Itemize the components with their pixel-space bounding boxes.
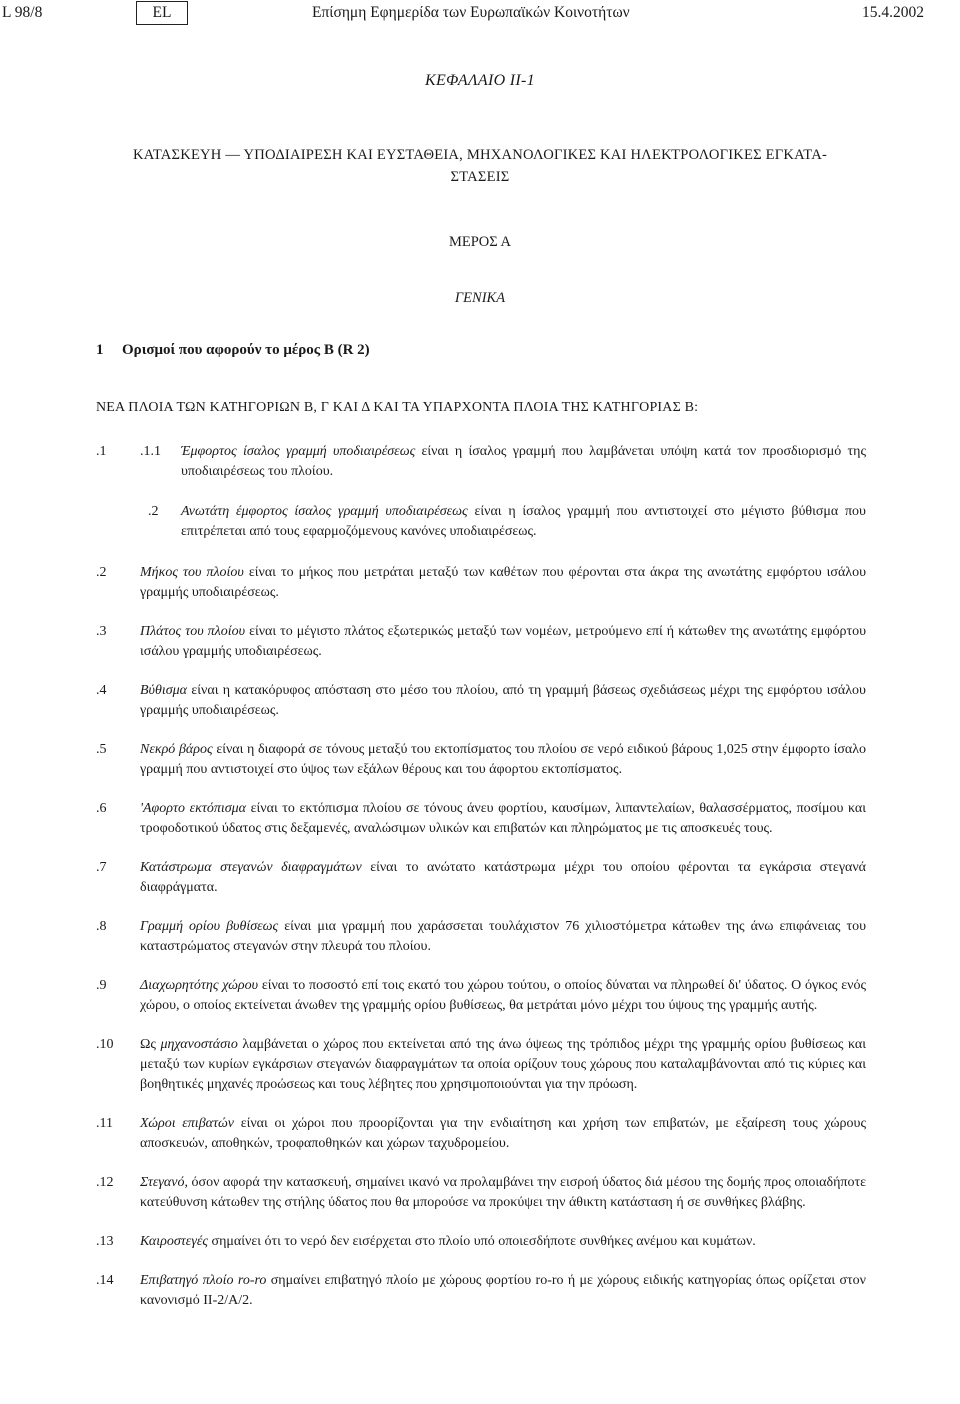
definition-text: είναι το μήκος που μετράται μεταξύ των καθέτων που φέρονται στα άκρα της ανωτάτης εμφόρτου ισάλου γραμμής υποδιαιρέσεως.: [140, 565, 866, 600]
definition-term: Στεγανό: [140, 1175, 185, 1190]
definition-text: είναι το εκτόπισμα πλοίου σε τόνους άνευ φορτίου, καυσίμων, λιπαντελαίων, θαλασσέρματος, ποσίμου και τροφοδοτικού ύδατος στις δεξαμενές, αναλώσιμων υλικών και επιβατών και πληρώματος με τις αποσκευές τους.: [140, 801, 867, 836]
definition-term: 'Αφορτο εκτόπισμα: [140, 801, 247, 816]
section-number: 1: [96, 342, 104, 358]
definition-text: είναι μια γραμμή που χαράσσεται τουλάχιστον 76 χιλιοστόμετρα κάτωθεν της άνω επιφάνειας του καταστρώματος στεγανών στην πλευρά του πλοίου.: [140, 919, 867, 954]
section-heading-text: Ορισμοί που αφορούν το μέρος Β (R 2): [122, 342, 370, 358]
definition-text: είναι η ίσαλος γραμμή που λαμβάνεται υπόψη κατά τον προσδιορισμό της υποδιαιρέσεως του πλοίου.: [181, 444, 866, 479]
definition-text: σημαίνει ότι το νερό δεν εισέρχεται στο πλοίο υπό οποιεσδήποτε συνθήκες ανέμου και κυμάτων.: [208, 1234, 756, 1249]
definition-text: είναι οι χώροι που προορίζονται για την ενδιαίτηση και χρήση των επιβατών, με εξαίρεση τους χώρους αποσκευών, αποθηκών, τροφαποθηκών και χώρων ταχυδρομείου.: [140, 1116, 866, 1151]
definition-number: .11: [96, 1116, 113, 1131]
part-title: ΜΕΡΟΣ Α: [448, 234, 512, 250]
definition-number: .10: [96, 1037, 114, 1052]
definition-text: είναι το ποσοστό επί τοις εκατό του χώρου τούτου, ο οποίος δύναται να πληρωθεί δι' ύδατος. Ο όγκος ενός χώρου, ο οποίος εκτείνεται άνωθεν της γραμμής ορίου βυθίσεως, θα μετράται μόνο μέχρι του ύψους της γραμμής αυτής.: [140, 978, 866, 1013]
main-title-line-2: ΣΤΑΣΕΙΣ: [450, 169, 510, 185]
definition-number: .14: [96, 1273, 114, 1288]
definition-item: [96, 917, 866, 957]
definition-term: Καιροστεγές: [140, 1234, 209, 1249]
definition-number: .3: [96, 624, 107, 639]
definition-term: Γραμμή ορίου βυθίσεως: [140, 919, 279, 934]
definition-number: .2: [96, 565, 107, 580]
publication-date: 15.4.2002: [862, 4, 924, 21]
definition-prefix: Ως: [140, 1037, 161, 1052]
definition-1-1: [140, 442, 866, 482]
definition-item: [96, 681, 866, 721]
definition-term: Επιβατηγό πλοίο ro-ro: [140, 1273, 267, 1288]
section-heading: [96, 342, 370, 359]
definition-body: [181, 502, 866, 542]
definition-item: [96, 622, 866, 662]
category-line: ΝΕΑ ΠΛΟΙΑ ΤΩΝ ΚΑΤΗΓΟΡΙΩΝ Β, Γ ΚΑΙ Δ ΚΑΙ ΤΑ ΥΠΑΡΧΟΝΤΑ ΠΛΟΙΑ ΤΗΣ ΚΑΤΗΓΟΡΙΑΣ Β:: [96, 400, 699, 415]
definition-text: είναι η ίσαλος γραμμή που αντιστοιχεί στο μέγιστο βύθισμα που επιτρέπεται από τους εφαρμοζόμενους κανόνες υποδιαιρέσεως.: [181, 504, 866, 539]
definition-number: .12: [96, 1175, 114, 1190]
definition-number: .9: [96, 978, 107, 993]
journal-title: Επίσημη Εφημερίδα των Ευρωπαϊκών Κοινοτήτων: [312, 4, 630, 21]
definition-number: .5: [96, 742, 107, 757]
definition-body: [181, 442, 866, 482]
definition-term: Χώροι επιβατών: [140, 1116, 235, 1131]
definition-item: [96, 1114, 866, 1154]
definition-number: .7: [96, 860, 107, 875]
definition-text: λαμβάνεται ο χώρος που εκτείνεται από της άνω όψεως της τρόπιδος μέχρι της γραμμής ορίου βυθίσεως και μεταξύ των κυρίων εγκάρσιων στεγανών διαφραγμάτων τα οποία ορίζουν τους χώρους που καταλαμβάνονται από τις κύριες και βοηθητικές μηχανές προώσεως και τους λέβητες που χρησιμοποιούνται για την πρόωση.: [140, 1037, 867, 1092]
definition-item: [96, 1035, 866, 1095]
definition-term: Μήκος του πλοίου: [140, 565, 244, 580]
chapter-title: ΚΕΦΑΛΑΙΟ ΙΙ-1: [425, 72, 535, 89]
definition-term: Πλάτος του πλοίου: [140, 624, 246, 639]
definition-term: μηχανοστάσιο: [160, 1037, 238, 1052]
definition-item: [96, 1232, 866, 1252]
page-header: [0, 0, 960, 26]
definition-term: Έμφορτος ίσαλος γραμμή υποδιαιρέσεως: [181, 444, 416, 459]
definition-text: σημαίνει επιβατηγό πλοίο με χώρους φορτίου ro-ro ή με χώρους ειδικής κατηγορίας όπως ορίζεται στον κανονισμό ΙΙ-2/Α/2.: [140, 1273, 866, 1308]
definition-term: Διαχωρητότης χώρου: [140, 978, 259, 993]
definition-term: Βύθισμα: [140, 683, 188, 698]
definition-item: [96, 976, 866, 1016]
definition-number: .13: [96, 1234, 114, 1249]
definition-number: .8: [96, 919, 107, 934]
definition-text: είναι η κατακόρυφος απόσταση στο μέσο του πλοίου, από τη γραμμή βάσεως σχεδιάσεως μέχρι της εμφόρτου ισάλου γραμμής υποδιαιρέσεως.: [140, 683, 866, 718]
definition-item: [96, 563, 866, 603]
main-title: [96, 144, 864, 188]
language-badge: EL: [136, 1, 188, 25]
general-subtitle: ΓΕΝΙΚΑ: [454, 290, 506, 306]
definition-item: [96, 799, 866, 839]
definition-number: .1: [96, 444, 107, 459]
definition-text: είναι η διαφορά σε τόνους μεταξύ του εκτοπίσματος του πλοίου σε νερό ειδικού βάρους 1,025 στην έμφορτο ίσαλο γραμμή που αντιστοιχεί στο ύψος των εξάλων θέρους και του άφορτου εκτοπίσματος.: [140, 742, 867, 777]
definition-item: [96, 1173, 866, 1213]
definition-item: [96, 1271, 866, 1311]
definition-number: .1.1: [140, 444, 161, 459]
definition-text: είναι το μέγιστο πλάτος εξωτερικώς μεταξύ των νομέων, μετρούμενο επί ή κάτωθεν της ανωτάτης εμφόρτου ισάλου γραμμής υποδιαιρέσεως.: [140, 624, 866, 659]
definition-text: , όσον αφορά την κατασκευή, σημαίνει ικανό να προλαμβάνει την εισροή ύδατος διά μέσου της δομής προς οποιαδήποτε κατεύθυνση κάτωθεν της στήλης ύδατος που θα μπορούσε να προκύψει την άθικτη κατάσταση ή σε συνθήκες βλάβης.: [140, 1175, 866, 1210]
definition-number: .2: [148, 504, 159, 519]
definition-term: Κατάστρωμα στεγανών διαφραγμάτων: [140, 860, 362, 875]
definition-item: [96, 740, 866, 780]
journal-reference: L 98/8: [2, 4, 43, 21]
main-title-line-1: ΚΑΤΑΣΚΕΥΗ — ΥΠΟΔΙΑΙΡΕΣΗ ΚΑΙ ΕΥΣΤΑΘΕΙΑ, ΜΗΧΑΝΟΛΟΓΙΚΕΣ ΚΑΙ ΗΛΕΚΤΡΟΛΟΓΙΚΕΣ ΕΓΚΑΤΑ-: [132, 147, 828, 163]
definition-item: [96, 858, 866, 898]
definition-number: .4: [96, 683, 107, 698]
definition-1-2: [148, 502, 866, 542]
definition-number: .6: [96, 801, 107, 816]
definition-term: Ανωτάτη έμφορτος ίσαλος γραμμή υποδιαιρέσεως: [181, 504, 468, 519]
definition-text: είναι το ανώτατο κατάστρωμα μέχρι του οποίου φέρονται τα εγκάρσια στεγανά διαφράγματα.: [140, 860, 866, 895]
definition-term: Νεκρό βάρος: [140, 742, 213, 757]
